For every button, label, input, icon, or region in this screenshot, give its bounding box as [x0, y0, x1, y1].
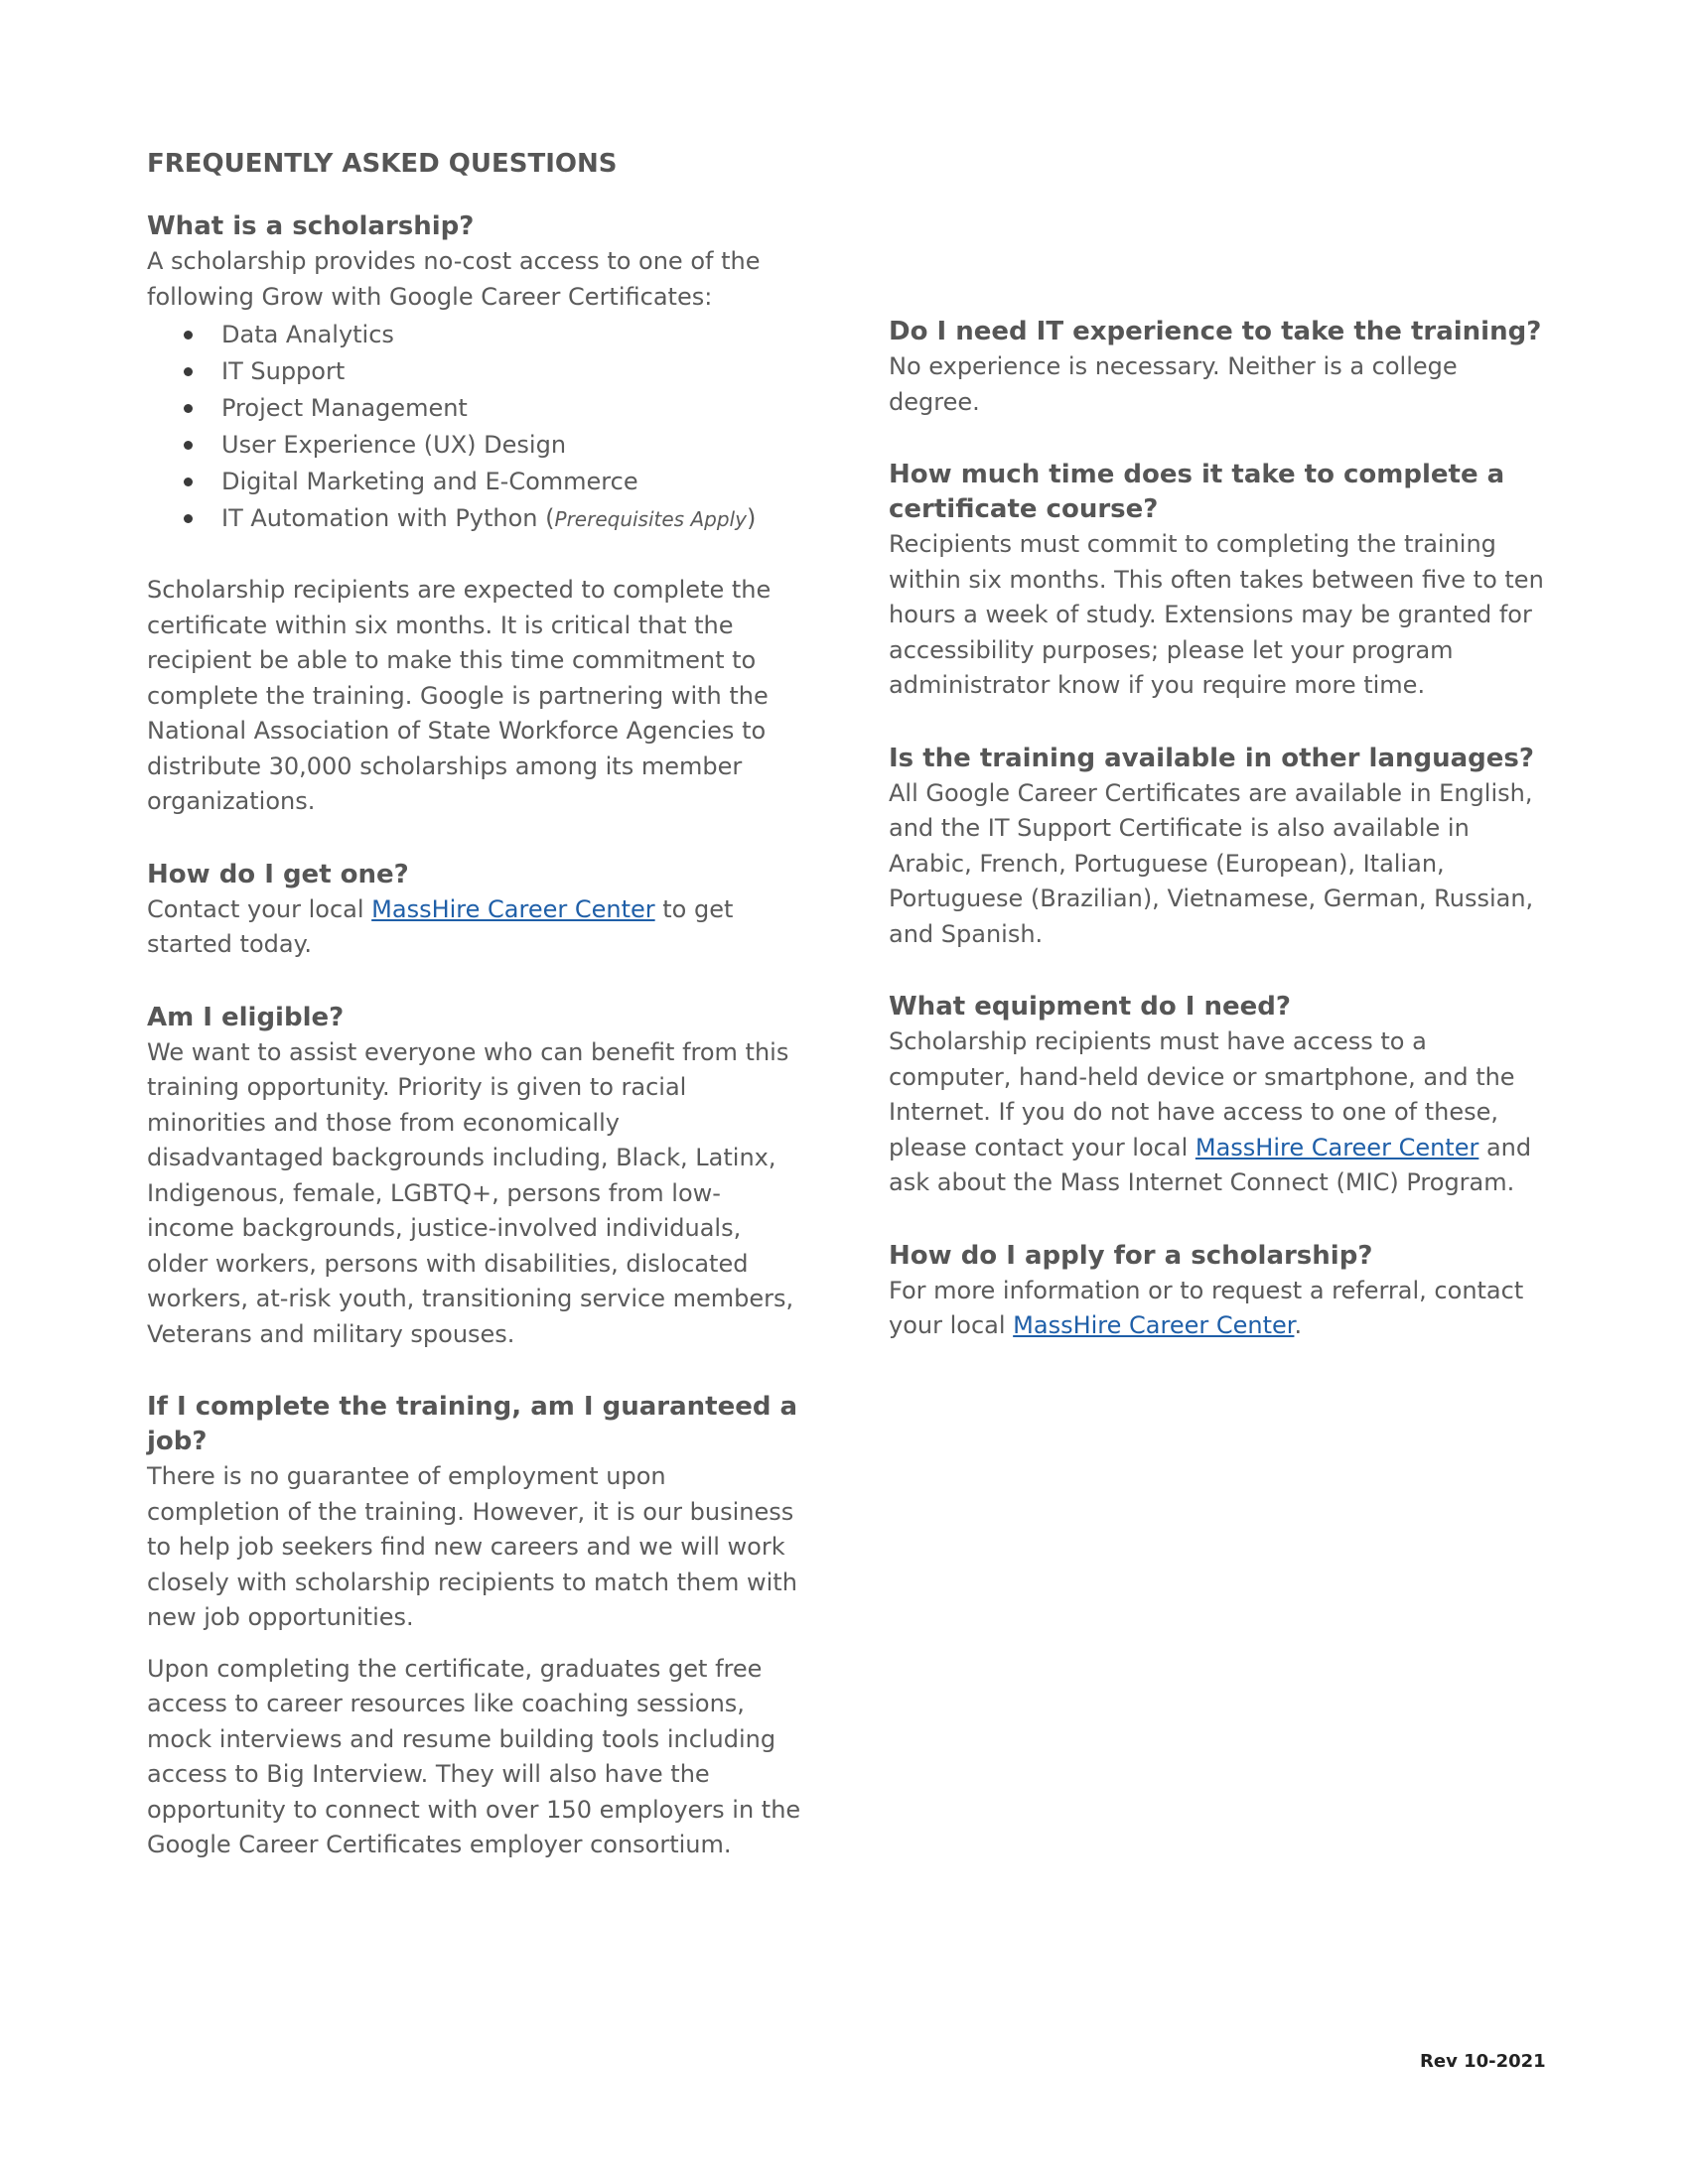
answer-text: [147, 892, 802, 963]
question-heading: Am I eligible?: [147, 1002, 345, 1032]
faq-eligible: [147, 1001, 802, 1353]
answer-text-after: to get started today.: [147, 894, 734, 958]
answer-text: No experience is necessary. Neither is a college degree.: [889, 352, 1458, 416]
faq-languages: [889, 742, 1544, 953]
answer-text: Recipients must commit to completing the training within six months. This often takes between five to ten hours a week of study. Extensions may be granted for accessibility purposes; please let your program administrator know if you require more time.: [889, 530, 1544, 699]
list-item: IT Support: [147, 353, 802, 390]
answer-text: [889, 1024, 1544, 1201]
revision-label: Rev 10-2021: [1420, 2051, 1546, 2072]
faq-equipment: [889, 990, 1544, 1201]
masshire-link[interactable]: MassHire Career Center: [1013, 1311, 1295, 1339]
question-heading: If I complete the training, am I guaranteed a job?: [147, 1392, 798, 1456]
answer-text: All Google Career Certificates are available in English, and the IT Support Certificate is also available in Arabic, French, Portuguese (European), Italian, Portuguese (Brazilian), Vietnamese, German, Russian, and Spanish.: [889, 778, 1534, 948]
answer-text-after: .: [1294, 1311, 1303, 1339]
certificate-list: [147, 317, 802, 538]
answer-text-before: Scholarship recipients must have access to a computer, hand-held device or smartphone, and the Internet. If you do not have access to one of these, please contact your local: [889, 1027, 1515, 1161]
faq-guaranteed-job: [147, 1390, 802, 1863]
answer-text-before: For more information or to request a referral, contact your local: [889, 1276, 1524, 1339]
answer-text: We want to assist everyone who can benefit from this training opportunity. Priority is given to racial minorities and those from economically disadvantaged backgrounds including, Black, Latinx, Indigenous, female, LGBTQ+, persons from low-income backgrounds, justice-involved individuals, older workers, persons with disabilities, dislocated workers, at-risk youth, transitioning service members, Veterans and military spouses.: [147, 1037, 794, 1348]
question-heading: How do I get one?: [147, 859, 409, 889]
masshire-link[interactable]: MassHire Career Center: [371, 894, 655, 923]
question-heading: What is a scholarship?: [147, 211, 475, 241]
list-item-label: IT Automation with Python (: [221, 504, 555, 532]
question-heading: How much time does it take to complete a certificate course?: [889, 460, 1505, 524]
right-column: [889, 315, 1544, 1382]
page-title: FREQUENTLY ASKED QUESTIONS: [147, 149, 618, 179]
answer-text: Upon completing the certificate, graduates get free access to career resources like coaching sessions, mock interviews and resume building tools including access to Big Interview. They will also have the opportunity to connect with over 150 employers in the Google Career Certificates employer consortium.: [147, 1654, 801, 1858]
question-heading: Is the training available in other languages?: [889, 743, 1534, 773]
question-heading: How do I apply for a scholarship?: [889, 1240, 1373, 1271]
list-item: Project Management: [147, 390, 802, 427]
faq-how-get-one: [147, 858, 802, 963]
answer-text-after: and ask about the Mass Internet Connect (MIC) Program.: [889, 1133, 1532, 1196]
faq-apply: [889, 1239, 1544, 1344]
answer-text: There is no guarantee of employment upon completion of the training. However, it is our business to help job seekers find new careers and we will work closely with scholarship recipients to match them with new job opportunities.: [147, 1462, 797, 1631]
list-item-close: ): [746, 504, 757, 532]
prerequisites-note: Prerequisites Apply: [554, 507, 747, 531]
list-item: Digital Marketing and E-Commerce: [147, 464, 802, 500]
answer-text: [889, 1274, 1544, 1344]
question-heading: What equipment do I need?: [889, 992, 1291, 1022]
list-item: [147, 500, 802, 538]
masshire-link[interactable]: MassHire Career Center: [1195, 1133, 1479, 1161]
answer-text-before: Contact your local: [147, 894, 372, 923]
faq-time: [889, 458, 1544, 704]
answer-text: A scholarship provides no-cost access to one of the following Grow with Google Career Certificates:: [147, 247, 761, 311]
question-heading: Do I need IT experience to take the training?: [889, 317, 1542, 346]
list-item: Data Analytics: [147, 317, 802, 353]
faq-what-is-scholarship: [147, 209, 802, 820]
left-column: [147, 209, 802, 1901]
list-item: User Experience (UX) Design: [147, 427, 802, 464]
faq-it-experience: [889, 315, 1544, 420]
answer-text: Scholarship recipients are expected to complete the certificate within six months. It is critical that the recipient be able to make this time commitment to complete the training. Google is partnering with the National Association of State Workforce Agencies to distribute 30,000 scholarships among its member organizations.: [147, 576, 772, 815]
